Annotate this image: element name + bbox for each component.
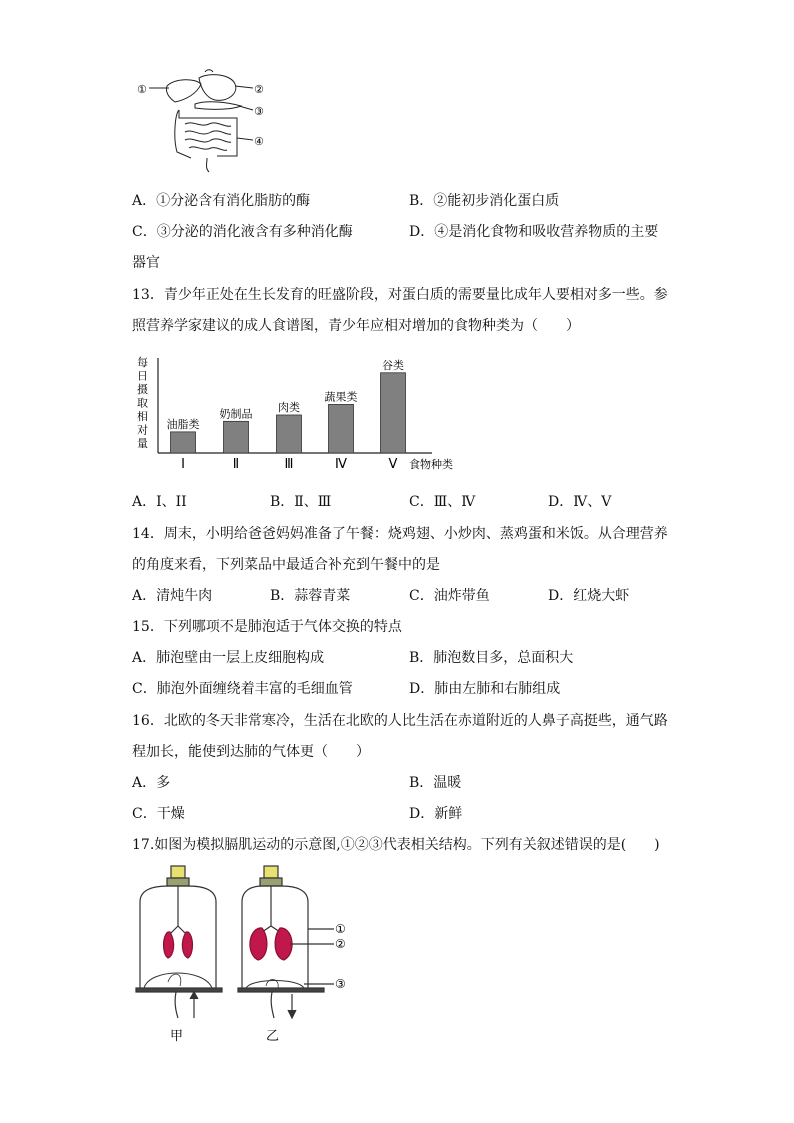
q14-option-b[interactable]: B．蒜蓉青菜	[270, 588, 351, 604]
q15-stem: 15．下列哪项不是肺泡适于气体交换的特点	[132, 619, 402, 635]
bar-1	[171, 432, 196, 453]
y-axis-label-char: 日	[137, 369, 148, 383]
q13-option-b[interactable]: B．Ⅱ、Ⅲ	[270, 494, 332, 510]
label-3: ③	[335, 977, 346, 991]
q17-stem: 17.如图为模拟膈肌运动的示意图,①②③代表相关结构。下列有关叙述错误的是( )	[132, 837, 660, 853]
x-axis-label: 食物种类	[409, 458, 453, 471]
y-axis-label-char: 对	[137, 423, 148, 437]
q13-stem-line2: 照营养学家建议的成人食谱图，青少年应相对增加的食物种类为（ ）	[132, 318, 580, 334]
q16-option-a[interactable]: A．多	[132, 775, 171, 791]
q14-stem-line2: 的角度来看，下列菜品中最适合补充到午餐中的是	[132, 557, 440, 573]
q12-option-d-continued: 器官	[132, 255, 160, 271]
q12-option-b[interactable]: B．②能初步消化蛋白质	[409, 193, 560, 209]
q16-option-b[interactable]: B．温暖	[409, 775, 462, 791]
q16-option-c[interactable]: C．干燥	[132, 806, 185, 822]
food-bar-chart	[132, 350, 472, 475]
bar-label-5: 谷类	[382, 358, 404, 372]
label-1: ①	[335, 922, 346, 936]
caption-jia: 甲	[170, 1029, 184, 1044]
y-axis-label-char: 每	[137, 356, 148, 369]
q15-option-b[interactable]: B．肺泡数目多，总面积大	[409, 650, 574, 666]
category-tick-5: Ⅴ	[388, 457, 398, 472]
diaphragm-model-figure	[132, 862, 362, 1047]
category-tick-1: I	[181, 457, 185, 472]
q16-option-d[interactable]: D．新鲜	[409, 806, 463, 822]
bar-4	[329, 404, 354, 453]
caption-yi: 乙	[266, 1029, 280, 1044]
bar-label-4: 蔬果类	[324, 390, 358, 404]
q14-option-c[interactable]: C．油炸带鱼	[409, 588, 490, 604]
q12-option-a[interactable]: A．①分泌含有消化脂肪的酶	[132, 193, 311, 209]
q12-option-c[interactable]: C．③分泌的消化液含有多种消化酶	[132, 224, 353, 240]
q13-stem-line1: 13．青少年正处在生长发育的旺盛阶段，对蛋白质的需要量比成年人要相对多一些。参	[132, 287, 668, 303]
bar-label-3: 肉类	[278, 401, 300, 414]
bell-jar-jia	[136, 866, 222, 1018]
q15-option-c[interactable]: C．肺泡外面缠绕着丰富的毛细血管	[132, 681, 353, 697]
bell-jar-yi	[238, 866, 334, 1018]
bar-label-2: 奶制品	[219, 407, 253, 421]
y-axis-label-char: 相	[137, 410, 148, 423]
q14-stem-line1: 14．周末，小明给爸爸妈妈准备了午餐：烧鸡翅、小炒肉、蒸鸡蛋和米饭。从合理营养	[132, 526, 668, 542]
q15-option-a[interactable]: A．肺泡壁由一层上皮细胞构成	[132, 650, 325, 666]
label-3: ③	[254, 105, 264, 118]
q13-option-c[interactable]: C．Ⅲ、Ⅳ	[409, 494, 476, 510]
q14-option-a[interactable]: A．清炖牛肉	[132, 588, 213, 604]
label-1: ①	[137, 83, 147, 96]
y-axis-label-char: 摄	[137, 383, 148, 396]
digestive-system-figure	[135, 68, 275, 178]
category-tick-2: Ⅱ	[232, 457, 240, 472]
bar-3	[277, 415, 302, 453]
q12-option-d[interactable]: D．④是消化食物和吸收营养物质的主要	[409, 224, 659, 240]
y-axis-label-char: 取	[137, 396, 148, 410]
bar-2	[224, 421, 249, 453]
bar-5	[381, 373, 406, 453]
category-tick-4: Ⅳ	[335, 457, 347, 472]
label-2: ②	[254, 83, 264, 96]
category-tick-3: Ⅲ	[284, 457, 294, 472]
q13-option-d[interactable]: D．Ⅳ、Ⅴ	[548, 494, 612, 510]
label-2: ②	[335, 937, 346, 951]
bar-label-1: 油脂类	[166, 417, 200, 431]
q16-stem-line2: 程加长，能使到达肺的气体更（ ）	[132, 744, 370, 760]
y-axis-label-char: 量	[137, 437, 148, 450]
q15-option-d[interactable]: D．肺由左肺和右肺组成	[409, 681, 561, 697]
q13-option-a[interactable]: A．I、II	[132, 494, 187, 510]
q16-stem-line1: 16．北欧的冬天非常寒冷，生活在北欧的人比生活在赤道附近的人鼻子高挺些，通气路	[132, 713, 668, 729]
label-4: ④	[254, 135, 264, 148]
q14-option-d[interactable]: D．红烧大虾	[548, 588, 630, 604]
